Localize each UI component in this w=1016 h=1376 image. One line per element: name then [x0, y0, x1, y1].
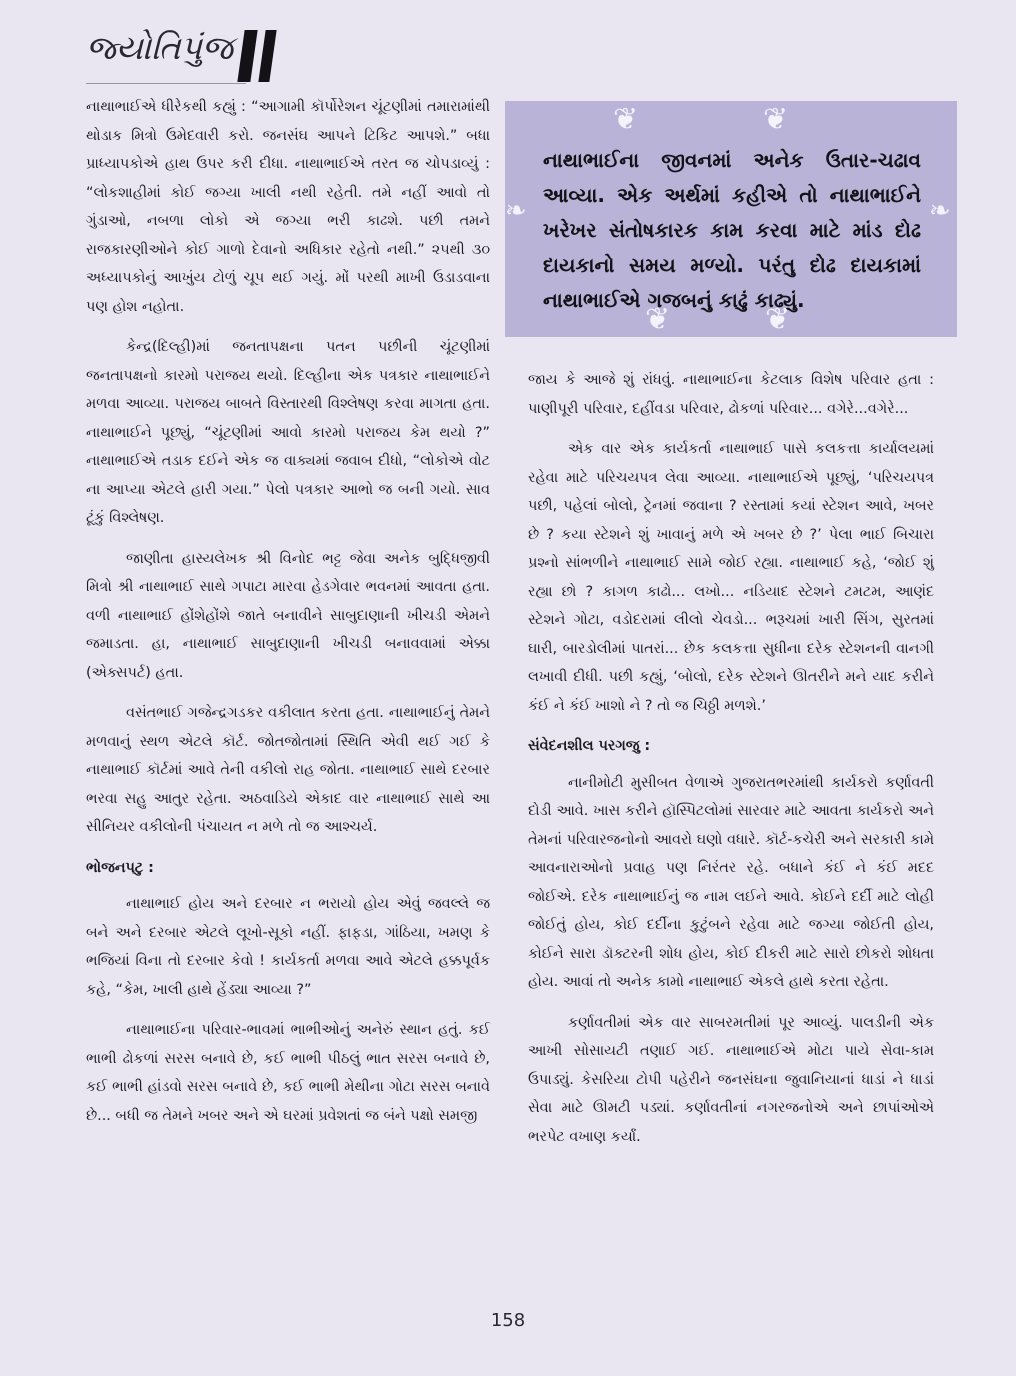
section-title: જ્યોતિપુંજ: [86, 28, 234, 67]
left-column: [86, 93, 490, 1142]
header-bar-ornament: [258, 30, 276, 82]
paragraph: નાથાભાઈના પરિવાર-ભાવમાં ભાભીઓનું અનેરું સ્થાન હતું. કઈ ભાભી ઢોકળાં સરસ બનાવે છે, કઈ ભાભી પીઠલું ભાત સરસ બનાવે છે, કઈ ભાભી હાંડવો સરસ બનાવે છે, કઈ ભાભી મેથીના ગોટા સરસ બનાવે છે... બધી જ તેમને ખબર અને એ ઘરમાં પ્રવેશતાં જ બંને પક્ષો સમજી: [86, 1022, 490, 1124]
paragraph: નાથાભાઈએ ધીરેકથી કહ્યું : “આગામી કૉર્પોરેશન ચૂંટણીમાં તમારામાંથી થોડાક મિત્રો ઉમેદવારી કરો. જનસંઘ આપને ટિકિટ આપશે.” બધા પ્રાધ્યાપકોએ હાથ ઉપર કરી દીધા. નાથાભાઈએ તરત જ ચોપડાવ્યું : “લોકશાહીમાં કોઈ જગ્યા ખાલી નથી રહેતી. તમે નહીં આવો તો ગુંડાઓ, નબળા લોકો એ જગ્યા ભરી કાઢશે. પછી તમને રાજકારણીઓને કોઈ ગાળો દેવાનો અધિકાર રહેતો નથી.” ૨૫થી ૩૦ અધ્યાપકોનું આખુંય ટોળું ચૂપ થઈ ગયું. મોં પરથી માખી ઉડાડવાના પણ હોશ નહોતા.: [86, 99, 490, 315]
paragraph: નાથાભાઈ હોય અને દરબાર ન ભરાયો હોય એવું જવલ્લે જ બને અને દરબાર એટલે લૂખો-સૂકો નહીં. ફાફડા, ગાંઠિયા, ખમણ કે ભજિયાં વિના તો દરબાર કેવો ! કાર્યકર્તા મળવા આવે એટલે હક્કપૂર્વક કહે, “કેમ, ખાલી હાથે હેંડ્યા આવ્યા ?”: [86, 896, 490, 998]
paragraph: એક વાર એક કાર્યકર્તા નાથાભાઈ પાસે કલકત્તા કાર્યાલયમાં રહેવા માટે પરિચયપત્ર લેવા આવ્યા. નાથાભાઈએ પૂછ્યું, ‘પરિચયપત્ર પછી, પહેલાં બોલો, ટ્રેનમાં જવાના ? રસ્તામાં કયાં સ્ટેશન આવે, ખબર છે ? કયા સ્ટેશને શું ખાવાનું મળે એ ખબર છે ?’ પેલા ભાઈ બિચારા પ્રશ્નો સાંભળીને નાથાભાઈ સામે જોઈ રહ્યા. નાથાભાઈ કહે, ‘જોઈ શું રહ્યા છો ? કાગળ કાઢો... લખો... નડિયાદ સ્ટેશને ટમટમ, આણંદ સ્ટેશને ગોટા, વડોદરામાં લીલો ચેવડો... ભરૂચમાં ખારી સિંગ, સુરતમાં ઘારી, બારડોલીમાં પાતરાં... છેક કલકત્તા સુધીના દરેક સ્ટેશનની વાનગી લખાવી દીધી. પછી કહ્યું, ‘બોલો, દરેક સ્ટેશને ઊતરીને મને યાદ કરીને કંઈ ને કંઈ ખાશો ને ? તો જ ચિઠ્ઠી મળશે.’: [528, 441, 934, 714]
paragraph: કર્ણાવતીમાં એક વાર સાબરમતીમાં પૂર આવ્યું. પાલડીની એક આખી સોસાયટી તણાઈ ગઈ. નાથાભાઈએ મોટા પાયે સેવા-કામ ઉપાડ્યું. કેસરિયા ટોપી પહેરીને જનસંઘના જુવાનિયાનાં ધાડાં ને ધાડાં સેવા માટે ઊમટી પડ્યાં. કર્ણાવતીનાં નગરજનોએ અને છાપાંઓએ ભરપેટ વખાણ કર્યાં.: [528, 1014, 934, 1145]
right-column: [528, 366, 934, 1163]
header-rule: [86, 83, 246, 84]
paragraph: નાનીમોટી મુસીબત વેળાએ ગુજરાતભરમાંથી કાર્યકરો કર્ણાવતી દોડી આવે. ખાસ કરીને હૉસ્પિટલોમાં સારવાર માટે આવતા કાર્યકરો અને તેમનાં પરિવારજનોનો આવરો ઘણો વધારે. કૉર્ટ-કચેરી અને સરકારી કામે આવનારાઓનો પ્રવાહ પણ નિરંતર રહે. બધાને કંઈ ને કંઈ મદદ જોઈએ. દરેક નાથાભાઈનું જ નામ લઈને આવે. કોઈને દર્દી માટે લોહી જોઈતું હોય, કોઈ દર્દીના કુટુંબને રહેવા માટે જગ્યા જોઈતી હોય, કોઈને સારા ડૉક્ટરની શોધ હોય, કોઈ દીકરી માટે સારો છોકરો શોધતા હોય. આવાં તો અનેક કામો નાથાભાઈ એકલે હાથે કરતા રહેતા.: [528, 774, 934, 990]
paragraph: જાણીતા હાસ્યલેખક શ્રી વિનોદ ભટ્ટ જેવા અનેક બુદ્ધિજીવી મિત્રો શ્રી નાથાભાઈ સાથે ગપાટા મારવા હેડગેવાર ભવનમાં આવતા હતા. વળી નાથાભાઈ હોંશેહોંશે જાતે બનાવીને સાબુદાણાની ખીચડી એમને જમાડતા. હા, નાથાભાઈ સાબુદાણાની ખીચડી બનાવવામાં એક્કા (એક્સપર્ટ) હતા.: [86, 550, 490, 681]
pull-quote-text: નાથાભાઈના જીવનમાં અનેક ઉતાર-ચઢાવ આવ્યા. એક અર્થમાં કહીએ તો નાથાભાઈને ખરેખર સંતોષકારક કામ કરવા માટે માંડ દોઢ દાયકાનો સમય મળ્યો. પરંતુ દોઢ દાયકામાં નાથાભાઈએ ગજબનું કાઢું કાઢ્યું.: [543, 148, 921, 312]
pull-quote-box: [505, 101, 957, 337]
leaf-ornament-icon: ❦: [763, 102, 789, 137]
paragraph: કેન્દ્ર(દિલ્હી)માં જનતાપક્ષના પતન પછીની ચૂંટણીમાં જનતાપક્ષનો કારમો પરાજય થયો. દિલ્હીના એક પત્રકાર નાથાભાઈને મળવા આવ્યા. પરાજય બાબતે વિસ્તારથી વિશ્લેષણ કરવા માગતા હતા. નાથાભાઈને પૂછ્યું, “ચૂંટણીમાં આવો કારમો પરાજય કેમ થયો ?” નાથાભાઈએ તડાક દઈને એક જ વાક્યમાં જવાબ દીધો, “લોકોએ વોટ ના આપ્યા એટલે હારી ગયા.” પેલો પત્રકાર આભો જ બની ગયો. સાવ ટૂંકું વિશ્લેષણ.: [86, 339, 490, 526]
leaf-ornament-icon: ❦: [645, 302, 671, 337]
section-heading: ભોજનપટુ :: [86, 859, 154, 876]
header-bar-ornament: [237, 30, 257, 82]
leaf-ornament-icon: ❧: [929, 196, 951, 226]
leaf-ornament-icon: ❧: [505, 196, 527, 226]
leaf-ornament-icon: ❦: [765, 302, 791, 337]
paragraph: જાય કે આજે શું રાંધવું. નાથાભાઈના કેટલાક વિશેષ પરિવાર હતા : પાણીપૂરી પરિવાર, દહીંવડા પરિવાર, ઢોકળાં પરિવાર... વગેરે...વગેરે...: [528, 372, 934, 417]
section-heading: સંવેદનશીલ પરગજુ :: [528, 738, 651, 754]
paragraph: વસંતભાઈ ગજેન્દ્રગડકર વકીલાત કરતા હતા. નાથાભાઈનું તેમને મળવાનું સ્થળ એટલે કૉર્ટ. જોતજોતામાં સ્થિતિ એવી થઈ ગઈ કે નાથાભાઈ કૉર્ટમાં આવે તેની વકીલો રાહ જોતા. નાથાભાઈ સાથે દરબાર ભરવા સહુ આતુર રહેતા. અઠવાડિયે એકાદ વાર નાથાભાઈ સાથે આ સીનિયર વકીલોની પંચાયત ન મળે તો જ આશ્ચર્ય.: [86, 705, 490, 835]
page-number: 158: [490, 1310, 526, 1331]
leaf-ornament-icon: ❦: [613, 102, 639, 137]
